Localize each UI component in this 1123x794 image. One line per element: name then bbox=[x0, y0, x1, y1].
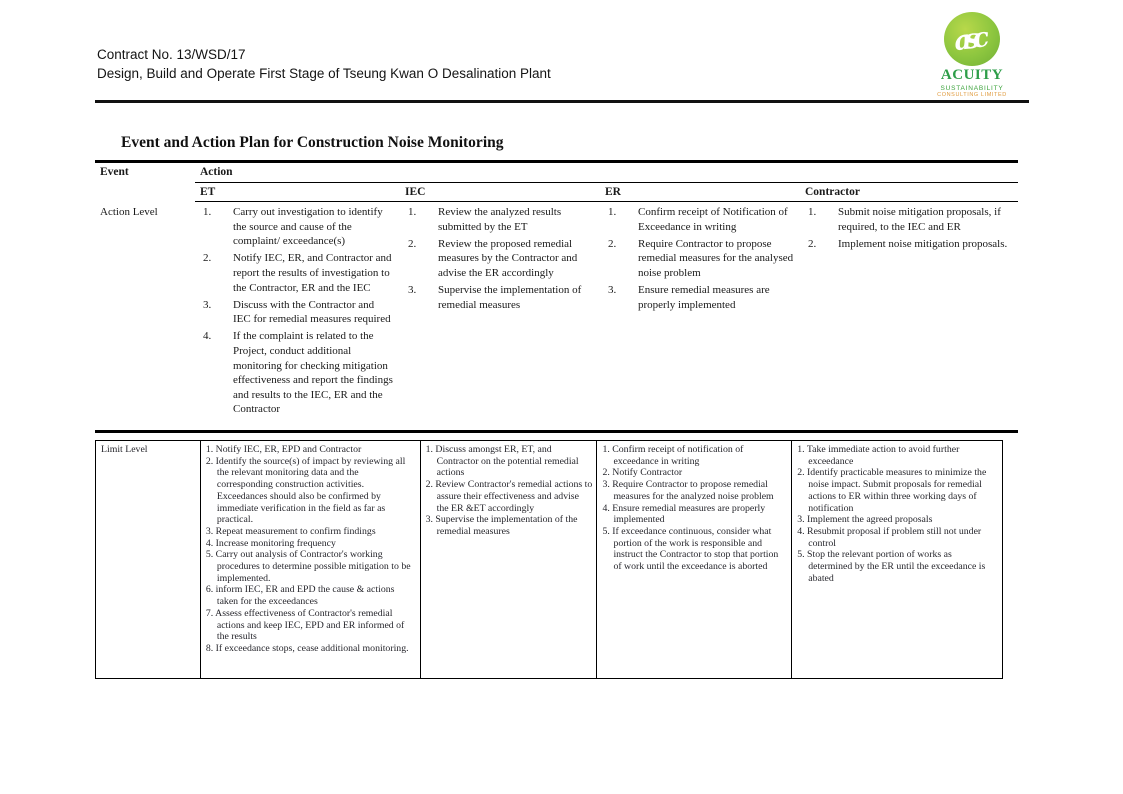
list-item: Assess effectiveness of Contractor's remedial actions and keep IEC, EPD and ER informed of the results bbox=[215, 607, 405, 643]
list-item: Resubmit proposal if problem still not under control bbox=[807, 525, 982, 549]
list-item: Repeat measurement to confirm findings bbox=[215, 525, 376, 537]
logo-company-name: ACUITY bbox=[940, 67, 1004, 83]
er-limit-list bbox=[602, 444, 787, 573]
iec-action-list bbox=[405, 205, 594, 312]
logo-subtitle2: CONSULTING LIMITED bbox=[937, 92, 1007, 98]
logo-circle-icon bbox=[944, 12, 1000, 66]
row-label-limit-level: Limit Level bbox=[96, 441, 201, 679]
list-item: Discuss amongst ER, ET, and Contractor on the potential remedial actions bbox=[435, 444, 579, 479]
list-item: If the complaint is related to the Project, conduct additional monitoring for checking mitigation effectiveness and report the findings and results to the IEC, ER and the Contractor bbox=[233, 330, 393, 416]
cell-action-et bbox=[195, 202, 400, 431]
cell-limit-et bbox=[200, 441, 420, 679]
column-header-iec: IEC bbox=[400, 182, 600, 202]
logo-monogram: asc bbox=[952, 22, 985, 57]
list-item: Carry out analysis of Contractor's working procedures to determine possible mitigation to be implemented. bbox=[215, 549, 411, 584]
table-header-row bbox=[95, 162, 1018, 183]
list-item: Implement the agreed proposals bbox=[807, 514, 933, 526]
list-item: Review the proposed remedial measures by the Contractor and advise the ER accordingly bbox=[438, 237, 578, 280]
limit-level-table bbox=[95, 440, 1003, 679]
list-item: Notify Contractor bbox=[612, 467, 683, 479]
table-row bbox=[96, 441, 1003, 679]
column-header-et: ET bbox=[195, 182, 400, 202]
list-item: Require Contractor to propose remedial measures for the analysed noise problem bbox=[638, 237, 794, 280]
company-logo bbox=[933, 12, 1011, 98]
cell-action-er bbox=[600, 202, 800, 431]
list-item: Take immediate action to avoid further exceedance bbox=[806, 444, 960, 467]
column-header-contractor: Contractor bbox=[800, 182, 1018, 202]
list-item: If exceedance continuous, consider what portion of the work is responsible and instruct the Contractor to stop that portion of work until the exceedance is aborted bbox=[612, 525, 779, 573]
contractor-action-list bbox=[805, 205, 1012, 251]
cell-limit-er bbox=[597, 441, 792, 679]
list-item: Stop the relevant portion of works as determined by the ER until the exceedance is abated bbox=[807, 549, 986, 584]
list-item: Review the analyzed results submitted by the ET bbox=[438, 206, 562, 233]
project-title: Design, Build and Operate First Stage of Tseung Kwan O Desalination Plant bbox=[97, 66, 551, 81]
row-label-action-level: Action Level bbox=[100, 205, 158, 218]
contract-number: Contract No. 13/WSD/17 bbox=[97, 47, 246, 62]
er-action-list bbox=[605, 205, 794, 312]
list-item: If exceedance stops, cease additional monitoring. bbox=[215, 642, 409, 654]
column-header-event: Event bbox=[100, 166, 129, 178]
list-item: Review Contractor's remedial actions to assure their effectiveness and advise the ER &ET accordingly bbox=[435, 479, 593, 514]
list-item: Increase monitoring frequency bbox=[215, 537, 336, 549]
list-item: Require Contractor to propose remedial measures for the analyzed noise problem bbox=[612, 479, 774, 502]
list-item: Identify practicable measures to minimize the noise impact. Submit proposals for remedial actions to ER within three working days of notification bbox=[807, 467, 987, 514]
table-row bbox=[95, 202, 1018, 431]
list-item: Confirm receipt of notification of exceedance in writing bbox=[612, 444, 744, 467]
list-item: Ensure remedial measures are properly implemented bbox=[612, 502, 766, 526]
cell-limit-contractor bbox=[792, 441, 1003, 679]
cell-action-iec bbox=[400, 202, 600, 431]
list-item: Supervise the implementation of remedial measures bbox=[438, 284, 582, 311]
iec-limit-list bbox=[426, 444, 593, 538]
action-level-table bbox=[95, 160, 1018, 433]
page-header bbox=[97, 45, 551, 83]
cell-action-contractor bbox=[800, 202, 1018, 431]
list-item: Notify IEC, ER, and Contractor and report the results of investigation to the Contractor, ER and the IEC bbox=[233, 252, 392, 294]
list-item: Implement noise mitigation proposals. bbox=[838, 237, 1008, 250]
list-item: Supervise the implementation of the remedial measures bbox=[435, 514, 578, 537]
column-header-er: ER bbox=[600, 182, 800, 202]
list-item: Ensure remedial measures are properly implemented bbox=[638, 284, 770, 311]
et-limit-list bbox=[206, 444, 416, 655]
list-item: Discuss with the Contractor and IEC for remedial measures required bbox=[233, 298, 391, 326]
et-action-list bbox=[200, 205, 394, 417]
table-subheader-row bbox=[95, 182, 1018, 202]
contractor-limit-list bbox=[797, 444, 998, 584]
list-item: Carry out investigation to identify the source and cause of the complaint/ exceedance(s) bbox=[233, 206, 383, 248]
list-item: Identify the source(s) of impact by reviewing all the relevant monitoring data and the corresponding construction activities. Exceedances should also be confirmed by immediate verification in the field as far as practical. bbox=[215, 455, 406, 526]
list-item: Confirm receipt of Notification of Exceedance in writing bbox=[638, 206, 788, 233]
cell-limit-iec bbox=[420, 441, 597, 679]
logo-subtitle: SUSTAINABILITY bbox=[940, 85, 1004, 92]
list-item: Notify IEC, ER, EPD and Contractor bbox=[215, 444, 362, 455]
header-divider bbox=[95, 100, 1029, 103]
list-item: inform IEC, ER and EPD the cause & actions taken for the exceedances bbox=[215, 584, 395, 608]
list-item: Submit noise mitigation proposals, if required, to the IEC and ER bbox=[838, 206, 1001, 233]
column-header-action: Action bbox=[195, 162, 1018, 183]
page-title: Event and Action Plan for Construction Noise Monitoring bbox=[121, 134, 504, 151]
